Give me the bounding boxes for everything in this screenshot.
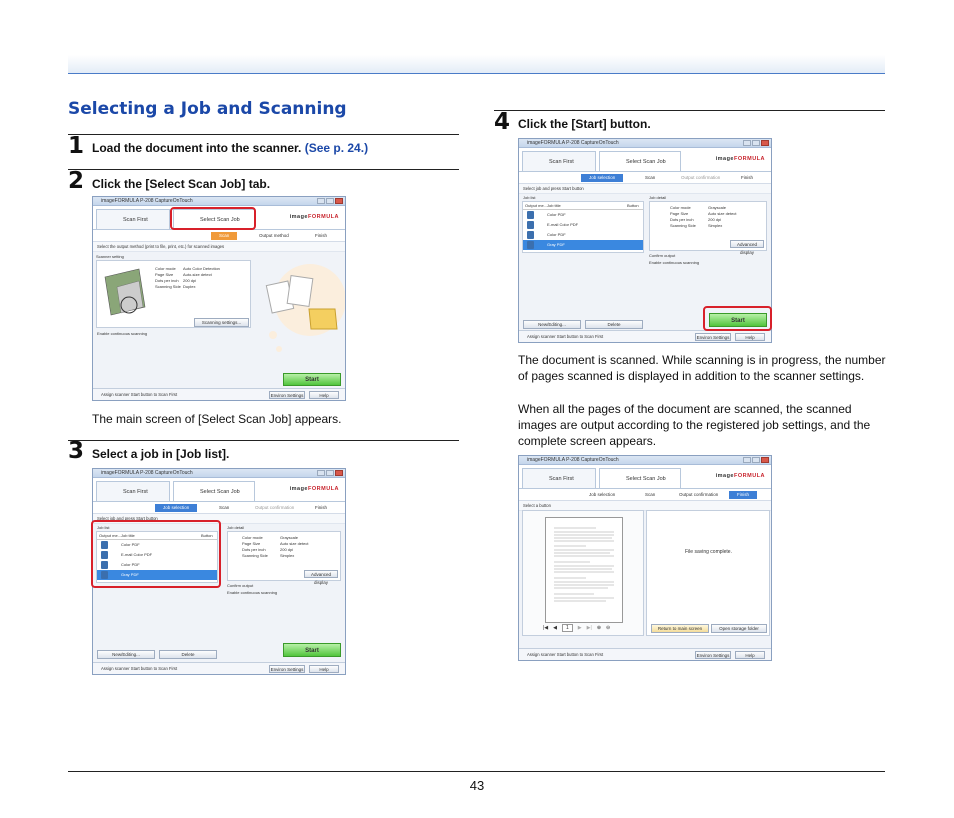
page-navigation [543, 624, 610, 632]
step-1-number: 1 [68, 133, 85, 159]
imageformula-logo: imageFORMULA [289, 214, 339, 220]
return-main-button[interactable]: Return to main screen [651, 624, 709, 633]
maximize-button[interactable] [326, 470, 334, 476]
progress-steps [519, 489, 771, 501]
instruction-text: Select the output method (print to file, print, etc.) for scanned images [93, 242, 345, 252]
assign-scan-first-checkbox[interactable]: Assign scanner Start button to Scan First [527, 334, 604, 339]
tab-bar [519, 465, 771, 489]
step-3-rule [68, 440, 459, 441]
enable-continuous-checkbox[interactable]: Enable continuous scanning [97, 331, 148, 336]
last-page-icon[interactable]: ▶| [586, 625, 592, 631]
step-scan: Scan [219, 505, 230, 510]
scanned-text-lines-icon [546, 518, 624, 624]
zoom-in-icon[interactable]: ⊕ [596, 625, 602, 631]
step-output-confirmation: Output confirmation [681, 175, 721, 180]
paragraph-complete: When all the pages of the document are scanned, the scanned images are output according to the registered job settings, and the complete screen appears. [518, 402, 871, 448]
job-row-selected[interactable]: Gray PDF [97, 570, 217, 580]
column-header: Job title [547, 203, 561, 208]
highlight-start-button [703, 306, 772, 331]
step-1-rule [68, 134, 459, 135]
job-row[interactable]: E-mail Color PDF [523, 220, 643, 230]
bottom-bar [519, 648, 771, 660]
column-header: Button [627, 203, 639, 208]
close-button[interactable] [335, 470, 343, 476]
tab-select-scan-job[interactable]: Select Scan Job [173, 209, 255, 229]
header-band [68, 55, 885, 74]
column-header: Job title [121, 533, 135, 538]
minimize-button[interactable] [317, 198, 325, 204]
column-header: Output me... [99, 533, 122, 538]
window-title: imageFORMULA P-208 CaptureOnTouch [101, 470, 193, 476]
window-titlebar [93, 469, 345, 478]
step-2-text: Click the [Select Scan Job] tab. [92, 177, 271, 191]
job-row[interactable]: E-mail Color PDF [97, 550, 217, 560]
prev-page-icon[interactable]: ◀ [553, 625, 558, 631]
tab-scan-first[interactable]: Scan First [96, 209, 170, 229]
job-detail-label: Job detail [649, 195, 667, 200]
window-titlebar [93, 197, 345, 206]
step-4-number: 4 [494, 109, 511, 135]
scanner-illustration-icon [103, 267, 147, 317]
section-title: Selecting a Job and Scanning [68, 99, 347, 119]
step-finish: Finish [741, 175, 754, 180]
detail-value: Duplex [183, 284, 196, 289]
advanced-display-button[interactable]: Advanced display [730, 240, 764, 248]
step-4-rule [494, 110, 885, 111]
close-button[interactable] [335, 198, 343, 204]
detail-value: 200 dpi [183, 278, 197, 283]
step-2-rule [68, 169, 459, 170]
progress-steps [93, 502, 345, 514]
instruction-text: Select job and press Start button [93, 514, 345, 524]
maximize-button[interactable] [326, 198, 334, 204]
detail-value: Auto Color Detection [183, 266, 220, 271]
job-row[interactable]: Color PDF [523, 210, 643, 220]
instruction-text: Select a button [519, 501, 771, 511]
step-1-text [92, 141, 368, 155]
screenshot-finish [518, 455, 772, 661]
assign-scan-first-checkbox[interactable]: Assign scanner Start button to Scan First [101, 666, 178, 671]
job-row[interactable]: Color PDF [523, 230, 643, 240]
maximize-button[interactable] [752, 140, 760, 146]
step-active: Scan [211, 232, 237, 240]
step-job-selection: Job selection [581, 174, 623, 182]
page-number: 43 [469, 778, 485, 793]
close-button[interactable] [761, 457, 769, 463]
page-indicator[interactable]: 1 [562, 624, 573, 632]
enable-continuous-checkbox[interactable]: Enable continuous scanning [649, 260, 700, 265]
environ-settings-button[interactable]: Environ Settings [696, 335, 730, 340]
job-row-selected[interactable]: Gray PDF [523, 240, 643, 250]
new-editing-button[interactable]: New/Editing... [523, 320, 581, 329]
result-panel [646, 510, 770, 636]
step-2-number: 2 [68, 168, 85, 194]
first-page-icon[interactable]: |◀ [543, 625, 549, 631]
step-output-method: Output method [259, 233, 289, 238]
progress-steps [519, 172, 771, 184]
documents-illustration-icon [255, 255, 345, 375]
step-job-selection: Job selection [589, 492, 616, 497]
step-4-text: Click the [Start] button. [518, 117, 651, 131]
tab-scan-first[interactable]: Scan First [96, 481, 170, 501]
minimize-button[interactable] [743, 140, 751, 146]
detail-key: Page Size [155, 272, 174, 277]
tab-select-scan-job[interactable]: Select Scan Job [173, 481, 255, 501]
footer-rule [68, 771, 885, 772]
step-output-confirmation: Output confirmation [679, 492, 719, 497]
tab-scan-first[interactable]: Scan First [522, 151, 596, 171]
imageformula-logo: imageFORMULA [715, 156, 765, 162]
window-title: imageFORMULA P-208 CaptureOnTouch [527, 457, 619, 463]
job-list-label: Job list [97, 525, 110, 530]
assign-scan-first-checkbox[interactable]: Assign scanner Start button to Scan First [101, 392, 178, 397]
enable-continuous-checkbox[interactable]: Enable continuous scanning [227, 590, 278, 595]
bottom-bar [93, 388, 345, 400]
detail-key: Scanning Side [155, 284, 181, 289]
step-finish: Finish [729, 491, 757, 499]
tab-select-scan-job[interactable]: Select Scan Job [599, 151, 681, 171]
minimize-button[interactable] [743, 457, 751, 463]
assign-scan-first-checkbox[interactable]: Assign scanner Start button to Scan First [527, 652, 604, 657]
step-output-confirmation: Output confirmation [255, 505, 295, 510]
delete-button[interactable]: Delete [585, 320, 643, 329]
step-finish: Finish [315, 505, 328, 510]
column-header: Button [201, 533, 213, 538]
confirm-output-checkbox[interactable]: Confirm output [649, 253, 676, 258]
job-row[interactable]: Color PDF [97, 540, 217, 550]
window-title: imageFORMULA P-208 CaptureOnTouch [101, 198, 193, 204]
detail-key: Dots per inch [155, 278, 179, 283]
preview-panel [522, 510, 644, 636]
close-button[interactable] [761, 140, 769, 146]
delete-button[interactable]: Delete [159, 650, 217, 659]
window-titlebar [519, 456, 771, 465]
step-job-selection: Job selection [155, 504, 197, 512]
maximize-button[interactable] [752, 457, 760, 463]
job-row[interactable]: Color PDF [97, 560, 217, 570]
job-detail-panel: Color mode Page Size Dots per inch Scanning Side Grayscale Auto size detect 200 dpi Simplex Advanced display [649, 201, 767, 251]
detail-key: Color mode [155, 266, 176, 271]
environ-settings-button[interactable]: Environ Settings [696, 653, 730, 658]
highlight-job-list [91, 520, 221, 588]
bottom-bar [519, 330, 771, 342]
scanned-page-thumbnail [545, 517, 623, 623]
column-header: Output me... [525, 203, 548, 208]
start-button[interactable]: Start [283, 373, 341, 386]
file-saving-complete: File saving complete. [685, 549, 732, 555]
step-scan: Scan [645, 492, 656, 497]
start-button[interactable]: Start [283, 643, 341, 657]
help-button[interactable]: Help [735, 651, 765, 659]
environ-settings-button[interactable]: Environ Settings [270, 393, 304, 398]
paragraph-scanned: The document is scanned. While scanning is in progress, the number of pages scanned is displayed in addition to the scanner settings. [518, 353, 886, 383]
job-detail-label: Job detail [227, 525, 245, 530]
step-2-caption: The main screen of [Select Scan Job] appears. [92, 412, 342, 426]
start-button[interactable]: Start [709, 313, 767, 327]
tab-bar [519, 148, 771, 172]
job-list-table [522, 201, 644, 253]
step-1-link[interactable]: (See p. 24.) [304, 141, 369, 155]
new-editing-button[interactable]: New/Editing... [97, 650, 155, 659]
scanner-setting-label: Scanner setting [96, 254, 124, 259]
confirm-output-checkbox[interactable]: Confirm output [227, 583, 254, 588]
progress-steps [93, 230, 345, 242]
step-finish: Finish [315, 233, 328, 238]
zoom-out-icon[interactable]: ⊖ [606, 625, 611, 631]
tab-bar [93, 478, 345, 502]
job-detail-panel: Color mode Page Size Dots per inch Scanning Side Grayscale Auto size detect 200 dpi Simplex Advanced display [227, 531, 341, 581]
job-list-label: Job list [523, 195, 536, 200]
open-storage-button[interactable]: Open storage folder [711, 624, 767, 633]
window-title: imageFORMULA P-208 CaptureOnTouch [527, 140, 619, 146]
imageformula-logo: imageFORMULA [715, 473, 765, 479]
step-3-number: 3 [68, 438, 85, 464]
bottom-bar [93, 662, 345, 674]
highlight-select-scan-job-tab [170, 207, 256, 230]
instruction-text: Select job and press Start button [519, 184, 771, 194]
step-scan: Scan [645, 175, 656, 180]
scanner-setting-panel [96, 260, 251, 328]
environ-settings-button[interactable]: Environ Settings [270, 667, 304, 672]
step-1-label: Load the document into the scanner. [92, 141, 302, 155]
detail-value: Auto-size detect [183, 272, 212, 277]
tab-select-scan-job[interactable]: Select Scan Job [599, 468, 681, 488]
scanning-settings-button[interactable]: Scanning settings... [194, 318, 249, 327]
help-button[interactable]: Help [735, 333, 765, 341]
window-titlebar [519, 139, 771, 148]
help-button[interactable]: Help [309, 665, 339, 673]
step-3-text: Select a job in [Job list]. [92, 447, 230, 461]
minimize-button[interactable] [317, 470, 325, 476]
tab-scan-first[interactable]: Scan First [522, 468, 596, 488]
advanced-display-button[interactable]: Advanced display [304, 570, 338, 578]
next-page-icon[interactable]: ▶ [577, 625, 582, 631]
imageformula-logo: imageFORMULA [289, 486, 339, 492]
help-button[interactable]: Help [309, 391, 339, 399]
